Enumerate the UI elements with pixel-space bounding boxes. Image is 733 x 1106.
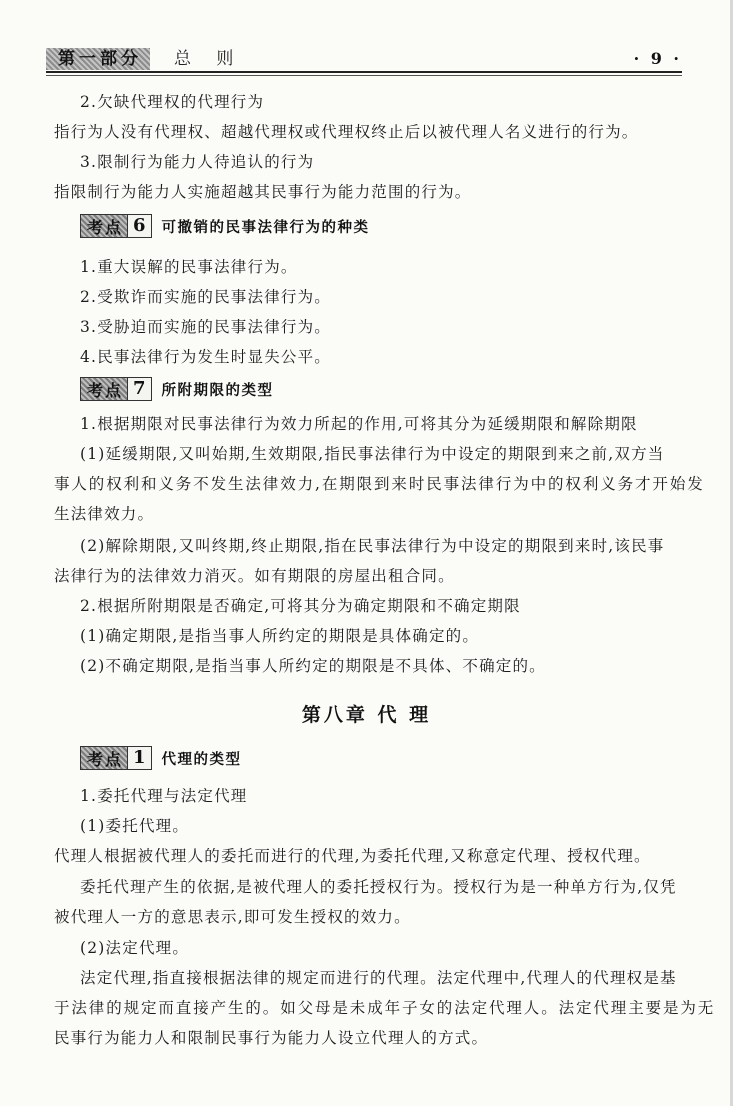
kaodian-number: 1 (127, 747, 151, 769)
text-line: 代理人根据被代理人的委托而进行的代理,为委托代理,又称意定代理、授权代理。 (54, 847, 651, 865)
text-line: (2)解除期限,又叫终期,终止期限,指在民事法律行为中设定的期限到来时,该民事 (80, 537, 665, 555)
text-line: 法律行为的法律效力消灭。如有期限的房屋出租合同。 (54, 567, 455, 585)
text-line: 1.根据期限对民事法律行为效力所起的作用,可将其分为延缓期限和解除期限 (80, 415, 638, 433)
kaodian-heading-7 (80, 377, 274, 401)
header-section-label: 总 则 (174, 49, 244, 69)
text-line: 2.根据所附期限是否确定,可将其分为确定期限和不确定期限 (80, 597, 521, 615)
kaodian-heading-6 (80, 214, 370, 238)
kaodian-title: 所附期限的类型 (161, 382, 274, 399)
text-line: (1)委托代理。 (80, 817, 190, 835)
text-line: 生法律效力。 (54, 505, 155, 523)
kaodian-label: 考点 (87, 380, 124, 400)
text-line: 3.限制行为能力人待追认的行为 (80, 153, 315, 171)
text-line: 法定代理,指直接根据法律的规定而进行的代理。法定代理中,代理人的代理权是基 (80, 969, 677, 987)
kaodian-badge (80, 214, 152, 238)
kaodian-label: 考点 (87, 217, 124, 237)
header-part-label: 第一部分 (46, 48, 150, 70)
running-header (46, 44, 682, 74)
text-line: (1)延缓期限,又叫始期,生效期限,指民事法律行为中设定的期限到来之前,双方当 (80, 445, 665, 463)
text-line: 民事行为能力人和限制民事行为能力人设立代理人的方式。 (54, 1029, 489, 1047)
kaodian-heading-1 (80, 746, 242, 770)
text-line: 指限制行为能力人实施超越其民事行为能力范围的行为。 (54, 183, 472, 201)
text-line: 事人的权利和义务不发生法律效力,在期限到来时民事法律行为中的权利义务才开始发 (54, 475, 705, 493)
text-line: 1.重大误解的民事法律行为。 (80, 258, 298, 276)
text-line: 委托代理产生的依据,是被代理人的委托授权行为。授权行为是一种单方行为,仅凭 (80, 878, 677, 896)
text-line: 4.民事法律行为发生时显失公平。 (80, 348, 331, 366)
text-line: 于法律的规定而直接产生的。如父母是未成年子女的法定代理人。法定代理主要是为无 (54, 999, 716, 1017)
text-line: 1.委托代理与法定代理 (80, 787, 248, 805)
kaodian-number: 7 (127, 378, 151, 400)
kaodian-number: 6 (127, 215, 151, 237)
text-line: 被代理人一方的意思表示,即可发生授权的效力。 (54, 908, 411, 926)
text-line: 指行为人没有代理权、超越代理权或代理权终止后以被代理人名义进行的行为。 (54, 123, 639, 141)
text-line: (2)不确定期限,是指当事人所约定的期限是不具体、不确定的。 (80, 657, 546, 675)
text-line: 2.欠缺代理权的代理行为 (80, 93, 265, 111)
kaodian-label: 考点 (87, 749, 124, 769)
text-line: 3.受胁迫而实施的民事法律行为。 (80, 318, 331, 336)
text-line: (1)确定期限,是指当事人所约定的期限是具体确定的。 (80, 627, 480, 645)
header-rule (46, 71, 682, 73)
text-line: (2)法定代理。 (80, 939, 190, 957)
kaodian-title: 可撤销的民事法律行为的种类 (161, 219, 370, 236)
chapter-title: 第八章 代 理 (301, 704, 432, 726)
kaodian-badge (80, 746, 152, 770)
text-line: 2.受欺诈而实施的民事法律行为。 (80, 288, 331, 306)
header-rule-thin (46, 75, 682, 76)
kaodian-badge (80, 377, 152, 401)
kaodian-title: 代理的类型 (161, 751, 242, 768)
page-number: · 9 · (633, 49, 682, 68)
